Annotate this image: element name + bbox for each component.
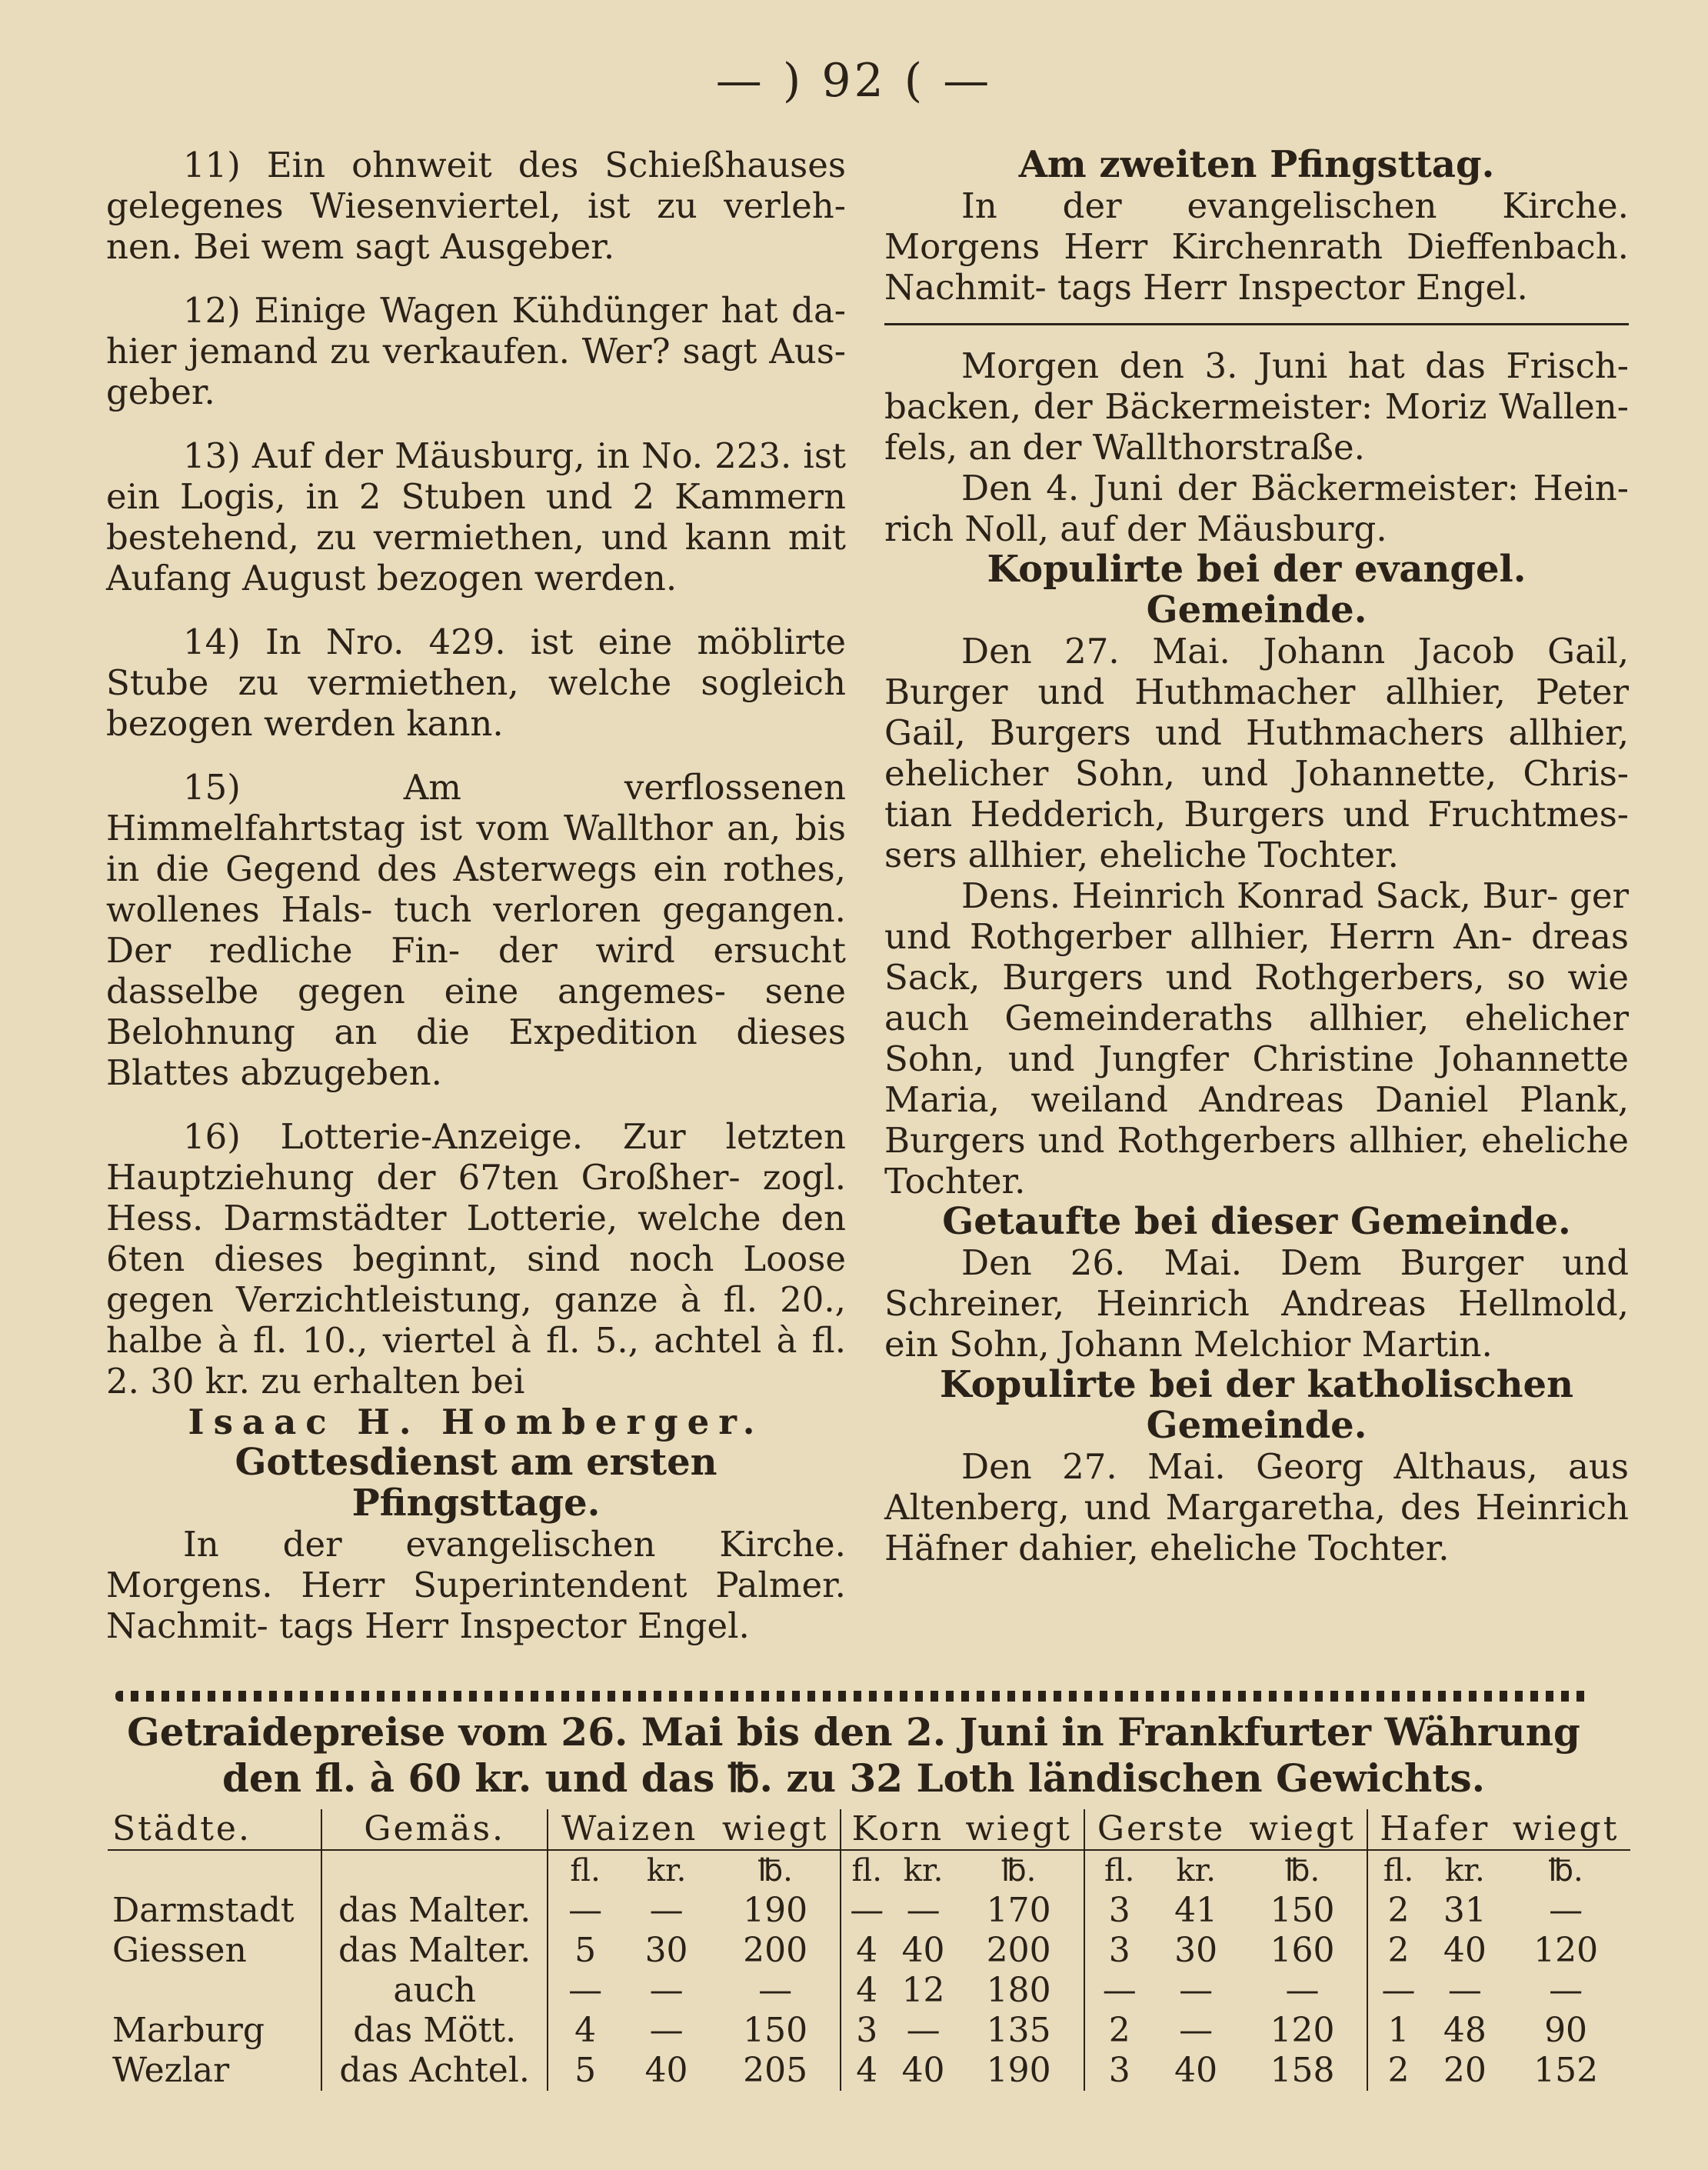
cell: 5	[574, 1931, 597, 1970]
cell: 150	[711, 2011, 841, 2051]
unit-lb: ℔.	[1548, 1853, 1583, 1888]
cell: 4	[856, 2051, 878, 2090]
unit-fl: fl.	[1104, 1853, 1135, 1888]
cell: —	[568, 1971, 603, 2010]
header-oats-weight: wiegt	[1501, 1809, 1630, 1850]
table-row	[108, 1891, 1630, 1931]
baptized-entry: Den 26. Mai. Dem Burger und Schreiner, Heinrich Andreas Hellmold, ein Sohn, Johann Melchior Martin.	[884, 1242, 1629, 1365]
ornamental-divider	[115, 1691, 1592, 1702]
cell: 120	[1533, 1931, 1599, 1970]
cell: 40	[1443, 1931, 1487, 1970]
cell: 2	[1387, 1891, 1410, 1930]
unit-fl: fl.	[851, 1853, 882, 1888]
cell: 3	[1108, 1931, 1130, 1970]
cell: 40	[901, 1931, 945, 1970]
grain-price-table	[108, 1809, 1630, 2091]
married-evangelical-heading: Kopulirte bei der evangel. Gemeinde.	[987, 548, 1527, 632]
header-city: Städte.	[108, 1809, 321, 1850]
cell: —	[649, 1891, 684, 1930]
cell-measure: auch	[321, 1971, 548, 2011]
cell-city: Giessen	[108, 1931, 321, 1971]
header-oats: Hafer	[1367, 1809, 1501, 1850]
cell: 40	[1174, 2051, 1218, 2090]
cell: 20	[1443, 2051, 1487, 2090]
cell: 160	[1238, 1931, 1368, 1971]
cell: —	[649, 2011, 684, 2050]
table-row	[108, 1971, 1630, 2011]
married-catholic-entry: Den 27. Mai. Georg Althaus, aus Altenberg, und Margaretha, des Heinrich Häfner dahier, eheliche Tochter.	[884, 1446, 1629, 1568]
notice-13: 13) Auf der Mäusburg, in No. 223. ist ein Logis, in 2 Stuben und 2 Kammern bestehend, zu vermiethen, und kann mit Aufang August bezogen werden.	[106, 435, 846, 598]
cell: —	[568, 1891, 603, 1930]
units-row	[108, 1850, 1630, 1891]
cell: 30	[1174, 1931, 1218, 1970]
unit-kr: kr.	[1176, 1853, 1217, 1888]
cell: 205	[711, 2051, 841, 2091]
service-heading-second: Am zweiten Pfingsttag.	[1018, 143, 1495, 186]
married-evangelical-entry-1: Den 27. Mai. Johann Jacob Gail, Burger und Huthmacher allhier, Peter Gail, Burgers und Huthmachers allhier, ehelicher Sohn, und Johannette, Chris‑ tian Hedderich, Burgers und Fruchtmes‑ sers allhier, eheliche Tochter.	[884, 631, 1629, 875]
cell: —	[1381, 1971, 1416, 2010]
cell: 48	[1443, 2011, 1487, 2050]
cell: 40	[901, 2051, 945, 2090]
cell: —	[906, 2011, 941, 2050]
married-catholic-heading: Kopulirte bei der katholischen Gemeinde.	[940, 1363, 1573, 1447]
header-rye: Korn	[841, 1809, 954, 1850]
unit-lb: ℔.	[711, 1850, 841, 1891]
header-measure: Gemäs.	[321, 1809, 548, 1850]
cell: 1	[1387, 2011, 1410, 2050]
table-row	[108, 2011, 1630, 2051]
cell: —	[1238, 1971, 1368, 2011]
cell: —	[1179, 1971, 1214, 2010]
cell: 4	[856, 1931, 878, 1970]
service-text-first: In der evangelischen Kirche. Morgens. Herr Superintendent Palmer. Nachmit‑ tags Herr Inspector Engel.	[106, 1524, 846, 1646]
notice-14: 14) In Nro. 429. ist eine möblirte Stube zu vermiethen, welche sogleich bezogen werden kann.	[106, 622, 846, 744]
cell-measure: das Malter.	[321, 1931, 548, 1971]
cell: —	[1447, 1971, 1482, 2010]
cell-measure: das Achtel.	[321, 2051, 548, 2091]
table-row	[108, 2051, 1630, 2091]
unit-kr: kr.	[903, 1853, 944, 1888]
notice-12: 12) Einige Wagen Kühdünger hat da‑ hier jemand zu verkaufen. Wer? sagt Aus‑ geber.	[106, 290, 846, 412]
cell: 12	[901, 1971, 945, 2010]
cell-city: Darmstadt	[108, 1891, 321, 1931]
cell-city	[108, 1971, 321, 2011]
cell: 90	[1544, 2011, 1588, 2050]
cell: 120	[1238, 2011, 1368, 2051]
cell-measure: das Mött.	[321, 2011, 548, 2051]
header-wheat-weight: wiegt	[711, 1809, 841, 1850]
unit-kr: kr.	[1445, 1853, 1485, 1888]
header-barley-weight: wiegt	[1238, 1809, 1368, 1850]
cell: 4	[856, 1971, 878, 2010]
service-text-second: In der evangelischen Kirche. Morgens Herr Kirchenrath Dieffenbach. Nachmit‑ tags Herr Inspector Engel.	[884, 185, 1629, 308]
notice-15: 15) Am verflossenen Himmelfahrtstag ist vom Wallthor an, bis in die Gegend des Asterwegs ein rothes, wollenes Hals‑ tuch verloren gegangen. Der redliche Fin‑ der wird ersucht dasselbe gegen eine angemes‑ sene Belohnung an die Expedition dieses Blattes abzugeben.	[106, 767, 846, 1093]
header-wheat: Waizen	[548, 1809, 711, 1850]
service-heading-first: Gottesdienst am ersten Pfingsttage.	[235, 1441, 717, 1525]
cell: 3	[856, 2011, 878, 2050]
notice-11: 11) Ein ohnweit des Schießhauses gelegenes Wiesenviertel, ist zu verleh‑ nen. Bei wem sagt Ausgeber.	[106, 145, 846, 267]
cell: 40	[644, 2051, 688, 2090]
cell: 150	[1238, 1891, 1368, 1931]
cell: 3	[1108, 2051, 1130, 2090]
notice-16: 16) Lotterie‑Anzeige. Zur letzten Hauptziehung der 67ten Großher‑ zogl. Hess. Darmstädter Lotterie, welche den 6ten dieses beginnt, sind noch Loose gegen Verzichtleistung, ganze à fl. 20., halbe à fl. 10., viertel à fl. 5., achtel à fl. 2. 30 kr. zu erhalten bei	[106, 1116, 846, 1402]
cell: 5	[574, 2051, 597, 2090]
header-barley: Gerste	[1084, 1809, 1238, 1850]
cell: —	[649, 1971, 684, 2010]
price-table-title-line-1: Getraidepreise vom 26. Mai bis den 2. Juni in Frankfurter Währung	[127, 1709, 1580, 1755]
cell: 41	[1174, 1891, 1218, 1930]
cell: 190	[954, 2051, 1084, 2091]
table-header-row	[108, 1809, 1630, 1850]
cell-measure: das Malter.	[321, 1891, 548, 1931]
cell: 4	[574, 2011, 597, 2050]
cell: —	[1179, 2011, 1214, 2050]
page-number: — ) 92 ( —	[715, 54, 993, 108]
cell: 2	[1387, 1931, 1410, 1970]
cell: —	[1549, 1891, 1583, 1930]
unit-fl: fl.	[570, 1853, 601, 1888]
cell: 158	[1238, 2051, 1368, 2091]
unit-lb: ℔.	[1238, 1850, 1368, 1891]
left-column	[106, 145, 846, 1646]
cell: 135	[954, 2011, 1084, 2051]
cell: —	[711, 1971, 841, 2011]
unit-fl: fl.	[1383, 1853, 1414, 1888]
cell: 2	[1108, 2011, 1130, 2050]
unit-lb: ℔.	[954, 1850, 1084, 1891]
cell: 200	[954, 1931, 1084, 1971]
bakers-notice-2: Den 4. Juni der Bäckermeister: Hein‑ rich Noll, auf der Mäusburg.	[884, 468, 1629, 549]
cell: —	[850, 1891, 884, 1930]
cell-city: Wezlar	[108, 2051, 321, 2091]
bakers-notice-1: Morgen den 3. Juni hat das Frisch‑ backen, der Bäckermeister: Moriz Wallen‑ fels, an der Wallthorstraße.	[884, 345, 1629, 468]
cell: —	[1102, 1971, 1137, 2010]
lottery-signature: Isaac H. Homberger.	[188, 1402, 764, 1442]
cell: 180	[954, 1971, 1084, 2011]
price-table-title	[115, 1709, 1592, 1802]
cell: 200	[711, 1931, 841, 1971]
section-divider	[884, 323, 1629, 325]
cell: 152	[1533, 2051, 1599, 2090]
unit-kr: kr.	[646, 1853, 687, 1888]
baptized-heading: Getaufte bei dieser Gemeinde.	[942, 1200, 1571, 1243]
table-row	[108, 1931, 1630, 1971]
cell: —	[1549, 1971, 1583, 2010]
cell: 190	[711, 1891, 841, 1931]
married-evangelical-entry-2: Dens. Heinrich Konrad Sack, Bur‑ ger und Rothgerber allhier, Herrn An‑ dreas Sack, Burgers und Rothgerbers, so wie auch Gemeinderaths allhier, ehelicher Sohn, und Jungfer Christine Johannette Maria, weiland Andreas Daniel Plank, Burgers und Rothgerbers allhier, eheliche Tochter.	[884, 875, 1629, 1202]
price-table-title-line-2: den fl. à 60 kr. und das ℔. zu 32 Loth ländischen Gewichts.	[221, 1755, 1486, 1801]
header-rye-weight: wiegt	[954, 1809, 1084, 1850]
cell: 170	[954, 1891, 1084, 1931]
cell: 30	[644, 1931, 688, 1970]
right-column	[884, 145, 1629, 1568]
cell: 2	[1387, 2051, 1410, 2090]
cell-city: Marburg	[108, 2011, 321, 2051]
cell: 31	[1443, 1891, 1487, 1930]
cell: —	[906, 1891, 941, 1930]
cell: 3	[1108, 1891, 1130, 1930]
